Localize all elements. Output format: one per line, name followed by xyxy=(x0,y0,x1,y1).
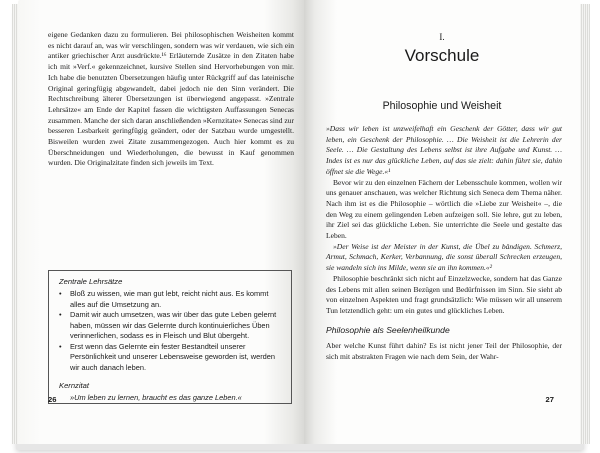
right-body xyxy=(326,124,562,363)
paragraph: Bevor wir zu den einzelnen Fächern der Lebensschule kommen, wollen wir uns genauer anschauen, was welcher Richtung sich Seneca dem Thema näher. Nach ihm ist es die Philosophie – wörtlich die »Liebe zur Weisheit« –, die den Weg zu einem gelingenden Leben aufzeigen soll. Sie lehre, gut zu leben, ihr Ziel sei das glückliche Leben. Sie unterrichte die Seele und gestalte das Leben. xyxy=(326,177,562,241)
summary-box xyxy=(48,270,292,404)
quote-heading: Kernzitat xyxy=(59,381,89,390)
quote-paragraph: »Der Weise ist der Meister in der Kunst, die Übel zu bändigen. Schmerz, Armut, Schmach, Kerker, Verbannung, die sonst überall Schrecken erzeugen, sie wandeln sich ins Milde, wenn sie an ihn kommen.«² xyxy=(326,241,562,273)
left-page xyxy=(18,0,304,444)
bullet-icon: • xyxy=(59,341,62,351)
box-item: • Erst wenn das Gelernte ein fester Bestandteil unserer Persönlichkeit und unserer Lebensweise geworden ist, werden wir auch danach leben. xyxy=(59,341,276,372)
bullet-icon: • xyxy=(59,289,62,298)
box-heading: Zentrale Lehrsätze xyxy=(59,277,123,286)
box-list xyxy=(59,289,285,373)
open-book xyxy=(6,0,594,450)
core-quote: »Um leben zu lernen, braucht es das ganze Leben.« xyxy=(70,393,242,402)
subheading: Philosophie als Seelenheilkunde xyxy=(326,324,450,335)
epigraph-quote: »Dass wir leben ist unzweifelhaft ein Geschenk der Götter, dass wir gut leben, ein Geschenk der Philosophie. … Die Weisheit ist die Lehrerin der Seele. … Die Gestaltung des Lebens selbst ist ihre Aufgabe und Kunst. … Indes ist es nur das glückliche Leben, auf das sie zielt: dahin führt sie, dahin öffnet sie die Wege.«¹ xyxy=(326,124,562,176)
box-item: • Damit wir auch umsetzen, was wir über das gute Leben gelernt haben, müssen wir das Gelernte durch kontinuierliches Üben verinnerlichen, sodass es in Fleisch und Blut übergeht. xyxy=(59,310,277,340)
page-number-right: 27 xyxy=(545,395,554,404)
paragraph: Philosophie beschränkt sich nicht auf Einzelzwecke, sondern hat das Ganze des Lebens mit allen seinen Bezügen und Bedürfnissen im Sinn. Sie sieht ab von einzelnen Aspekten und fragt grundsätzlich: Wie müssen wir all unserem Tun letztendlich geht: um ein gutes und glückliches Leben. xyxy=(326,273,562,315)
page-number-left: 26 xyxy=(48,395,57,404)
chapter-title: Vorschule xyxy=(404,46,480,65)
right-page xyxy=(304,0,580,444)
left-body-text: eigene Gedanken dazu zu formulieren. Bei philosophischen Weisheiten kommt es nicht darauf an, was wir verschlingen, sondern was wir verdauen, wie sich ein antiker griechischer Arzt ausdrückte.¹⁶ Erläuternde Zusätze in den Zitaten habe ich mit »Verf.« gekennzeichnet, kursive Stellen sind Hervorhebungen von mir. Ich habe die benutzten Übersetzungen häufig unter Rückgriff auf das lateinische Original geringfügig abgewandelt, dabei jedoch nie den Sinn verändert. Die Rechtschreibung älterer Übersetzungen ist überwiegend angepasst. »Zentrale Lehrsätze« am Ende der Kapitel fassen die wichtigsten Auffassungen Senecas zusammen. Manche der sich daran anschließenden »Kernzitate« Senecas sind zur besseren Lesbarkeit geringfügig geändert, oder der Satzbau wurde umgestellt. Bisweilen wurden zwei Zitate zusammengezogen. Auch hier kommt es zu Überschneidungen und Wiederholungen, die bewusst in Kauf genommen wurden. Die Originalzitate finden sich jeweils im Text. xyxy=(48,30,295,168)
section-title: Philosophie und Weisheit xyxy=(382,100,502,112)
bullet-icon: • xyxy=(59,310,62,319)
box-item: • Bloß zu wissen, wie man gut lebt, reicht nicht aus. Es kommt alles auf die Umsetzung an. xyxy=(59,289,269,309)
page-edges-right xyxy=(580,4,590,444)
paragraph: Aber welche Kunst führt dahin? Es ist nicht jener Teil der Philosophie, der sich mit abstrakten Fragen wie nach dem Sein, der Wahr- xyxy=(326,341,562,362)
chapter-number: I. xyxy=(439,32,445,42)
